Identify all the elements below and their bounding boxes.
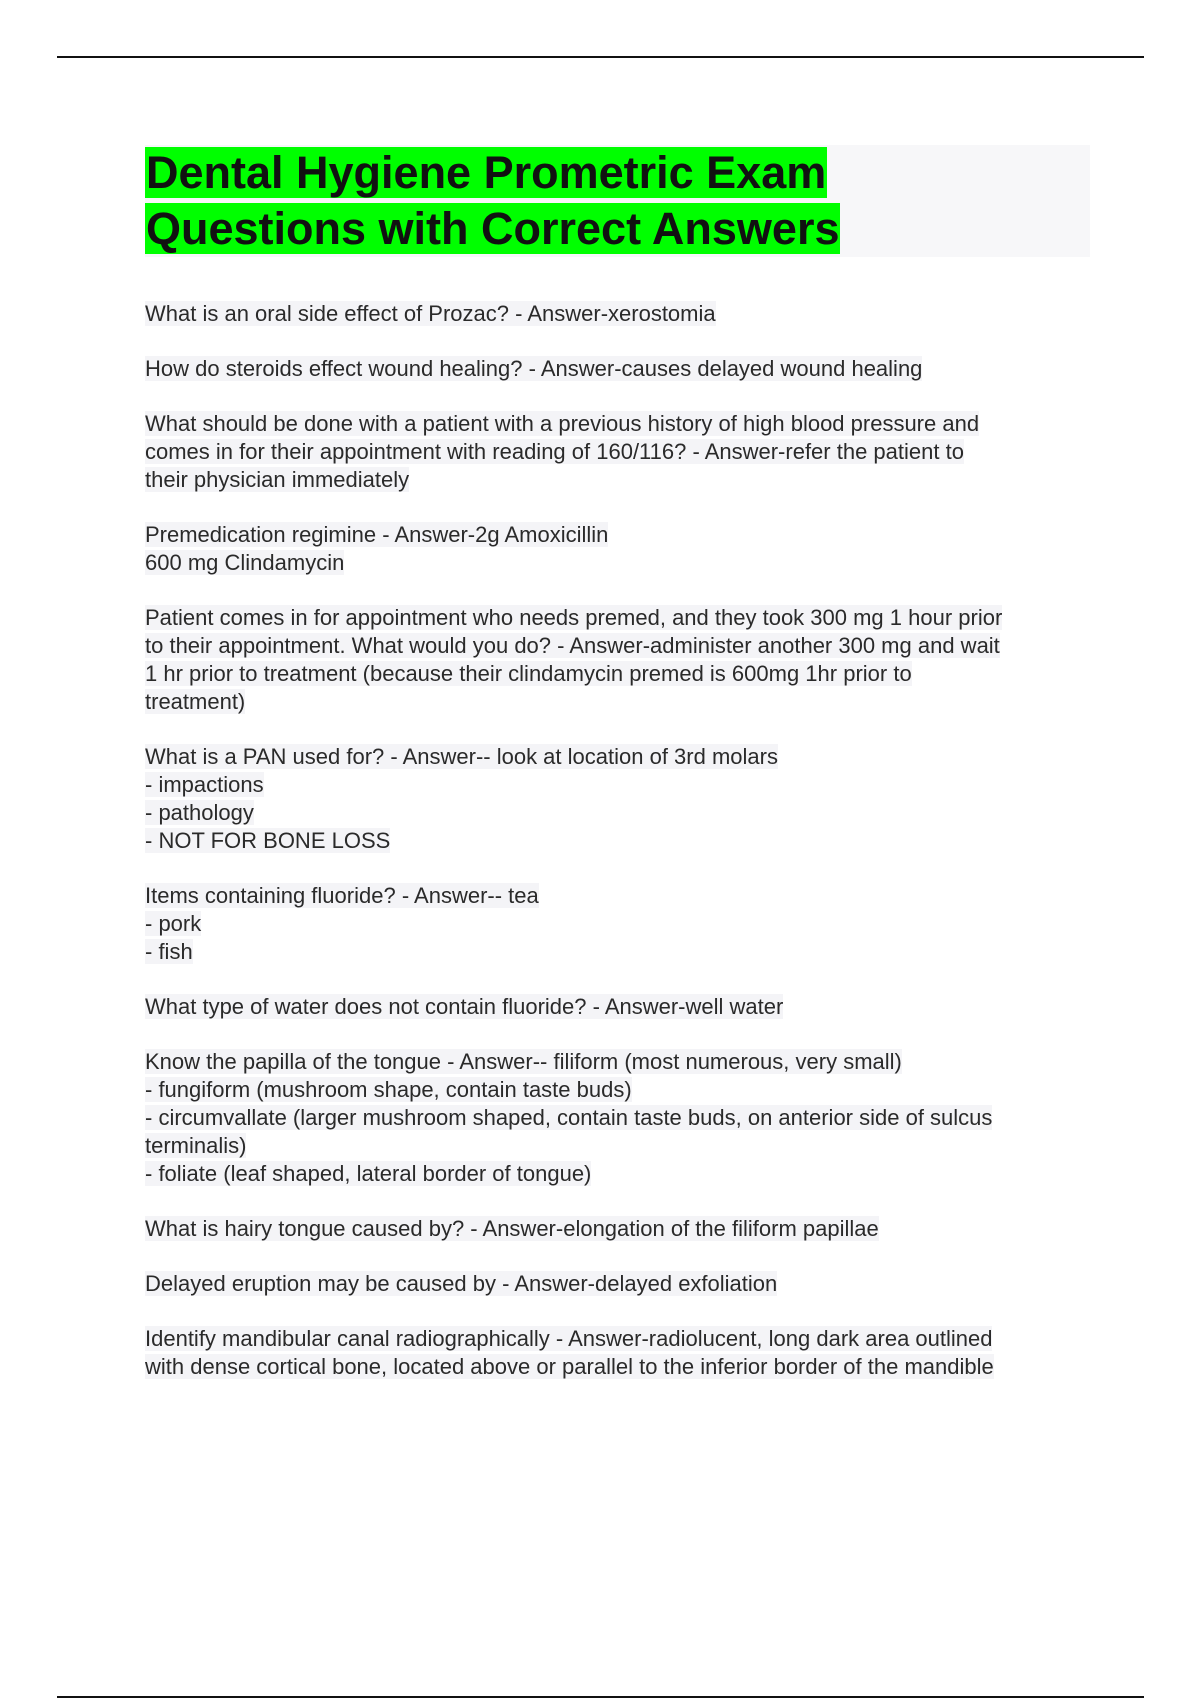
qa-line [145,771,1090,799]
qa-line-text: What is a PAN used for? - Answer-- look at location of 3rd molars [145,744,778,769]
qa-item [145,882,1090,966]
qa-line [145,1353,1090,1381]
qa-item [145,1270,1090,1298]
qa-line [145,1160,1090,1188]
qa-line-text: What type of water does not contain fluoride? - Answer-well water [145,994,784,1019]
qa-line-text: - fungiform (mushroom shape, contain taste buds) [145,1077,632,1102]
qa-line [145,466,1090,494]
qa-line-text: What should be done with a patient with a previous history of high blood pressure and [145,411,980,436]
document-title [145,145,1090,257]
qa-line [145,1215,1090,1243]
bottom-rule [57,1696,1144,1698]
qa-item [145,604,1090,716]
qa-line-text: to their appointment. What would you do? - Answer-administer another 300 mg and wait [145,633,1000,658]
qa-item [145,521,1090,577]
qa-line-text: with dense cortical bone, located above or parallel to the inferior border of the mandible [145,1354,994,1379]
qa-line [145,827,1090,855]
qa-list [145,300,1090,1381]
qa-line [145,799,1090,827]
qa-line-text: - foliate (leaf shaped, lateral border of tongue) [145,1161,592,1186]
qa-line [145,938,1090,966]
top-rule [57,56,1144,58]
qa-line [145,1132,1090,1160]
qa-line [145,549,1090,577]
qa-line [145,355,1090,383]
qa-line-text: - impactions [145,772,264,797]
qa-line [145,993,1090,1021]
qa-line-text: - NOT FOR BONE LOSS [145,828,391,853]
qa-line-text: - pathology [145,800,254,825]
qa-line-text: treatment) [145,689,246,714]
qa-line [145,521,1090,549]
title-line-1: Dental Hygiene Prometric Exam [146,147,827,198]
qa-item [145,355,1090,383]
qa-line-text: Items containing fluoride? - Answer-- tea [145,883,539,908]
document-body [145,145,1090,1408]
qa-line [145,1076,1090,1104]
qa-line [145,882,1090,910]
qa-line-text: comes in for their appointment with reading of 160/116? - Answer-refer the patient to [145,439,964,464]
qa-line-text: - circumvallate (larger mushroom shaped, contain taste buds, on anterior side of sulcus [145,1105,993,1130]
qa-line-text: Know the papilla of the tongue - Answer-- filiform (most numerous, very small) [145,1049,902,1074]
title-block [145,145,1090,257]
qa-line [145,743,1090,771]
qa-line [145,1270,1090,1298]
qa-line-text: - fish [145,939,193,964]
qa-line-text: terminalis) [145,1133,247,1158]
qa-line-text: 600 mg Clindamycin [145,550,345,575]
qa-line-text: Delayed eruption may be caused by - Answer-delayed exfoliation [145,1271,778,1296]
qa-line [145,632,1090,660]
qa-line-text: their physician immediately [145,467,410,492]
qa-line-text: Patient comes in for appointment who needs premed, and they took 300 mg 1 hour prior [145,605,1003,630]
qa-line [145,410,1090,438]
qa-line-text: - pork [145,911,202,936]
qa-line-text: Premedication regimine - Answer-2g Amoxicillin [145,522,609,547]
qa-line-text: How do steroids effect wound healing? - Answer-causes delayed wound healing [145,356,923,381]
qa-line [145,1048,1090,1076]
qa-item [145,993,1090,1021]
qa-line-text: What is an oral side effect of Prozac? - Answer-xerostomia [145,301,716,326]
qa-item [145,743,1090,855]
qa-line [145,910,1090,938]
qa-line [145,688,1090,716]
qa-line-text: 1 hr prior to treatment (because their clindamycin premed is 600mg 1hr prior to [145,661,912,686]
qa-line [145,660,1090,688]
qa-item [145,410,1090,494]
qa-line [145,1325,1090,1353]
title-line-2: Questions with Correct Answers [146,203,840,254]
qa-line-text: What is hairy tongue caused by? - Answer-elongation of the filiform papillae [145,1216,879,1241]
qa-item [145,1215,1090,1243]
qa-item [145,300,1090,328]
qa-item [145,1325,1090,1381]
qa-line-text: Identify mandibular canal radiographically - Answer-radiolucent, long dark area outlined [145,1326,993,1351]
qa-line [145,300,1090,328]
qa-item [145,1048,1090,1188]
qa-line [145,438,1090,466]
qa-line [145,604,1090,632]
qa-line [145,1104,1090,1132]
